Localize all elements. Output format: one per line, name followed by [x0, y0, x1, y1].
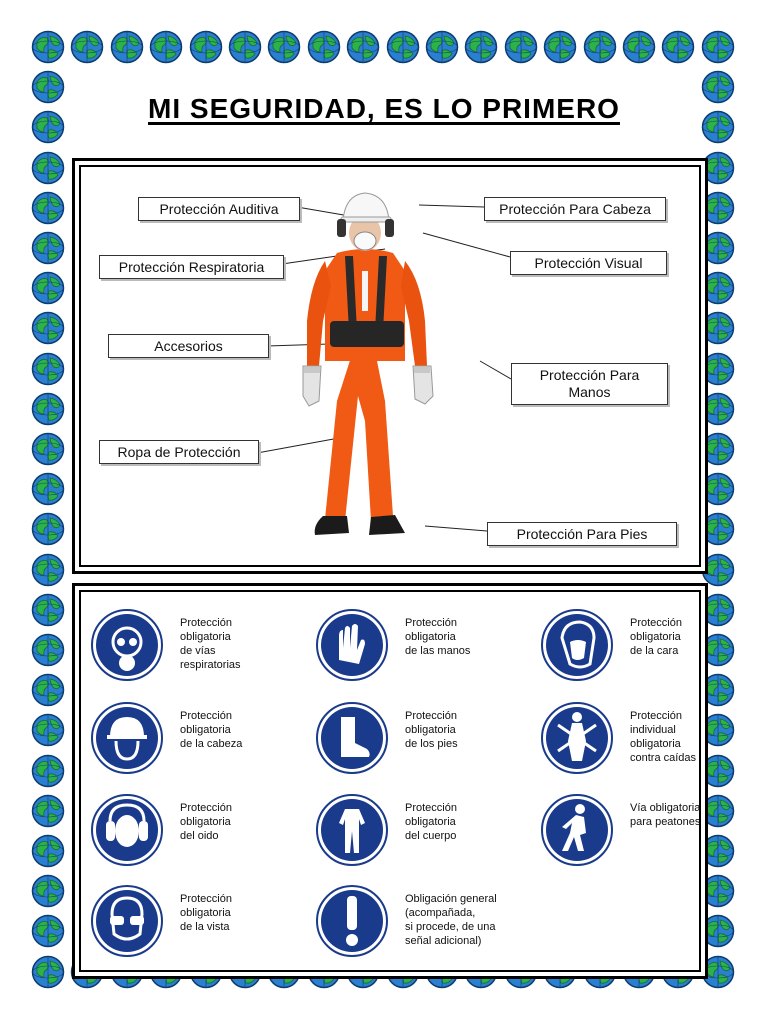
globe-icon: [31, 794, 65, 828]
face-shield-sign-icon: [540, 608, 614, 682]
globe-icon: [31, 673, 65, 707]
callout-ropa: Ropa de Protección: [99, 440, 259, 464]
globe-icon: [31, 834, 65, 868]
sign-caption-line: del cuerpo: [405, 830, 457, 842]
globe-icon: [31, 593, 65, 627]
globe-icon: [31, 512, 65, 546]
callout-accesorios: Accesorios: [108, 334, 269, 358]
sign-caption-line: obligatoria: [180, 907, 231, 919]
globe-icon: [425, 30, 459, 64]
sign-caption-line: obligatoria: [405, 816, 456, 828]
globe-icon: [31, 151, 65, 185]
goggles-sign-icon: [90, 884, 164, 958]
globe-icon: [267, 30, 301, 64]
globe-icon: [31, 713, 65, 747]
globe-icon: [31, 271, 65, 305]
sign-caption-line: de la cabeza: [180, 738, 243, 750]
globe-icon: [386, 30, 420, 64]
sign-caption-line: Protección: [405, 710, 457, 722]
sign-caption-line: Protección: [180, 802, 232, 814]
globe-icon: [583, 30, 617, 64]
sign-caption-line: de la vista: [180, 921, 230, 933]
sign-caption-line: de las manos: [405, 645, 471, 657]
sign-caption: [405, 616, 470, 658]
globe-icon: [543, 30, 577, 64]
globe-icon: [661, 30, 695, 64]
globe-icon: [31, 553, 65, 587]
sign-caption-line: obligatoria: [630, 631, 681, 643]
globe-icon: [31, 311, 65, 345]
globe-icon: [31, 432, 65, 466]
sign-caption: [405, 801, 457, 843]
sign-caption-line: del oido: [180, 830, 219, 842]
callout-respiratoria: Protección Respiratoria: [99, 255, 284, 279]
sign-caption-line: obligatoria: [405, 724, 456, 736]
pedestrian-sign-icon: [540, 793, 614, 867]
sign-caption: [180, 616, 241, 672]
callout-visual: Protección Visual: [510, 251, 667, 275]
globe-icon: [31, 754, 65, 788]
sign-caption-line: obligatoria: [630, 738, 681, 750]
callout-auditiva: Protección Auditiva: [138, 197, 300, 221]
sign-caption-line: de vías: [180, 645, 216, 657]
globe-icon: [701, 30, 735, 64]
sign-caption-line: Protección: [630, 710, 682, 722]
sign-caption-line: Protección: [405, 802, 457, 814]
callout-cabeza: Protección Para Cabeza: [484, 197, 666, 221]
helmet-sign-icon: [90, 701, 164, 775]
sign-caption-line: (acompañada,: [405, 907, 476, 919]
exclamation-sign-icon: [315, 884, 389, 958]
coverall-sign-icon: [315, 793, 389, 867]
sign-caption: [180, 709, 242, 751]
sign-caption-line: contra caídas: [630, 752, 697, 764]
sign-caption-line: Protección: [180, 710, 232, 722]
signs-frame: [72, 583, 708, 979]
sign-caption-line: Protección: [405, 617, 457, 629]
ear-muffs-sign-icon: [90, 793, 164, 867]
globe-icon: [31, 955, 65, 989]
globe-icon: [464, 30, 498, 64]
globe-icon: [31, 352, 65, 386]
sign-caption-line: respiratorias: [180, 659, 241, 671]
ppe-diagram-frame: [72, 158, 708, 574]
sign-caption-line: obligatoria: [405, 631, 456, 643]
globe-icon: [31, 874, 65, 908]
globe-icon: [31, 191, 65, 225]
sign-caption: [630, 709, 696, 765]
globe-icon: [622, 30, 656, 64]
globe-icon: [31, 392, 65, 426]
sign-caption: [180, 801, 232, 843]
sign-caption-line: para peatones: [630, 816, 701, 828]
globe-icon: [31, 914, 65, 948]
globe-icon: [149, 30, 183, 64]
boot-sign-icon: [315, 701, 389, 775]
sign-caption: [630, 616, 682, 658]
sign-caption-line: de los pies: [405, 738, 458, 750]
globe-icon: [31, 633, 65, 667]
globe-icon: [189, 30, 223, 64]
sign-caption-line: Protección: [630, 617, 682, 629]
sign-caption-line: si procede, de una: [405, 921, 496, 933]
sign-caption-line: obligatoria: [180, 631, 231, 643]
sign-caption-line: señal adicional): [405, 935, 482, 947]
globe-icon: [31, 30, 65, 64]
gloves-sign-icon: [315, 608, 389, 682]
globe-icon: [307, 30, 341, 64]
sign-caption-line: Protección: [180, 617, 232, 629]
sign-caption-line: obligatoria: [180, 816, 231, 828]
globe-icon: [31, 231, 65, 265]
sign-caption: [405, 892, 497, 948]
page-title: MI SEGURIDAD, ES LO PRIMERO: [148, 93, 620, 124]
callout-manos: Protección Para Manos: [511, 363, 668, 405]
sign-caption-line: de la cara: [630, 645, 679, 657]
sign-caption-line: Obligación general: [405, 893, 497, 905]
respirator-sign-icon: [90, 608, 164, 682]
harness-sign-icon: [540, 701, 614, 775]
sign-caption-line: obligatoria: [180, 724, 231, 736]
globe-icon: [31, 472, 65, 506]
sign-caption: [630, 801, 700, 829]
globe-icon: [346, 30, 380, 64]
globe-icon: [70, 30, 104, 64]
globe-icon: [504, 30, 538, 64]
globe-icon: [110, 30, 144, 64]
callout-pies: Protección Para Pies: [487, 522, 677, 546]
sign-caption: [180, 892, 232, 934]
globe-icon: [228, 30, 262, 64]
sign-caption-line: individual: [630, 724, 676, 736]
sign-caption: [405, 709, 458, 751]
sign-caption-line: Vía obligatoria: [630, 802, 701, 814]
sign-caption-line: Protección: [180, 893, 232, 905]
